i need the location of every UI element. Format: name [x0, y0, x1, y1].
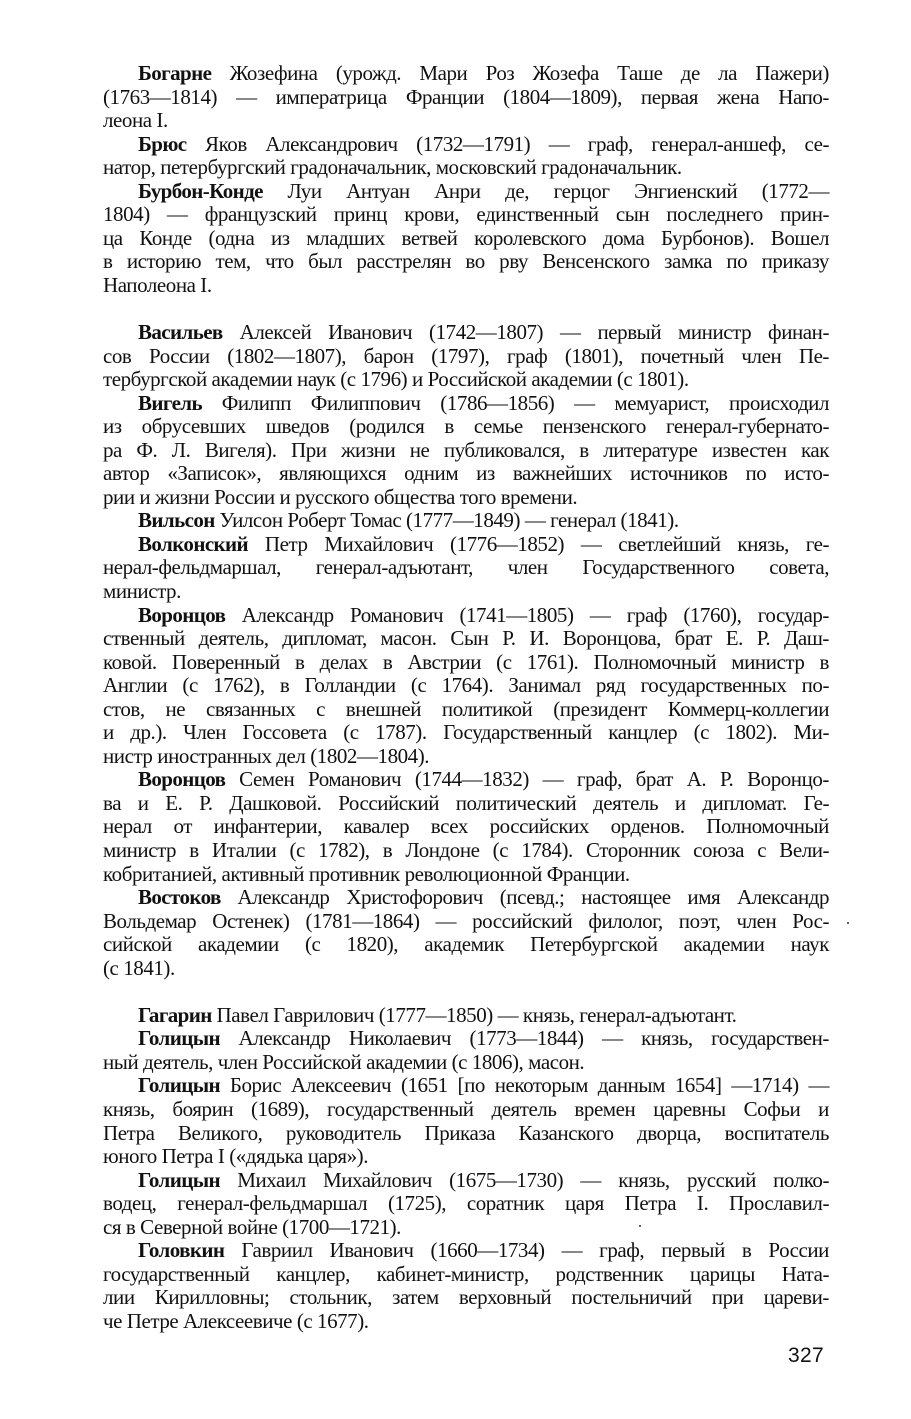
entry-line: государственный канцлер, кабинет-министр, родственник царицы Ната- [103, 1261, 830, 1286]
entry-line: натор, петербургский градоначальник, московский градоначальник. [103, 155, 682, 180]
entry-line: (1763—1814) — императрица Франции (1804—1809), первая жена Напо- [103, 84, 829, 109]
entry-line: юного Петра I («дядька царя»). [103, 1144, 369, 1169]
entry-name-heading: Востоков [138, 885, 221, 910]
scan-speck [639, 1225, 641, 1227]
entry-line [103, 321, 829, 345]
entry-line: Англии (с 1762), в Голландии (с 1764). Занимал ряд государственных по- [103, 673, 829, 698]
entry-text: Яков Александрович (1732—1791) — граф, генерал-аншеф, се- [186, 131, 829, 156]
entry-line [103, 62, 829, 86]
entry-line: лии Кирилловны; стольник, затем верховный постельничий при цареви- [103, 1285, 829, 1310]
entry-line: тербургской академии наук (с 1796) и Российской академии (с 1801). [103, 367, 689, 392]
index-entry [103, 768, 829, 886]
entry-line [103, 604, 829, 628]
entry-line [103, 886, 829, 910]
entry-line: ца Конде (одна из младших ветвей королевского дома Бурбонов). Вошел [103, 225, 830, 250]
entry-text: Александр Романович (1741—1805) — граф (1760), государ- [225, 602, 829, 627]
entry-text: Михаил Михайлович (1675—1730) — князь, русский полко- [220, 1167, 829, 1192]
entry-text: Жозефина (урожд. Мари Роз Жозефа Таше де ла Пажери) [211, 61, 829, 85]
entry-name-heading: Брюс [138, 131, 187, 156]
entry-line: министр. [103, 578, 181, 603]
entry-name-heading: Бурбон-Конде [138, 178, 263, 203]
entry-name-heading: Васильев [138, 319, 223, 344]
entry-line: стов, не связанных с внешней политикой (президент Коммерц-коллегии [103, 696, 830, 721]
index-section [103, 1004, 829, 1334]
index-entry [103, 321, 829, 392]
entry-name-heading: Волконский [138, 531, 249, 556]
index-section [103, 62, 829, 297]
entry-line: рии и жизни России и русского общества того времени. [103, 484, 578, 509]
entry-text: Борис Алексеевич (1651 [по некоторым данным 1654] —1714) — [220, 1073, 829, 1098]
index-page [103, 62, 829, 1333]
index-entry [103, 1004, 829, 1028]
entry-line: и др.). Член Госсовета (с 1787). Государственный канцлер (с 1802). Ми- [103, 720, 830, 745]
entry-line: ственный деятель, дипломат, масон. Сын Р. И. Воронцова, брат Е. Р. Даш- [103, 626, 829, 651]
entry-text: Гавриил Иванович (1660—1734) — граф, первый в России [224, 1238, 829, 1263]
entry-line: Наполеона I. [103, 272, 212, 297]
index-entry [103, 1239, 829, 1333]
entry-line [103, 1027, 829, 1051]
entry-line: ный деятель, член Российской академии (с 1806), масон. [103, 1049, 585, 1074]
entry-line [103, 768, 829, 792]
entry-line: министр в Италии (с 1782), в Лондоне (с 1784). Сторонник союза с Вели- [103, 838, 830, 862]
entry-line [103, 509, 829, 533]
entry-name-heading: Вильсон [138, 508, 215, 533]
entry-name-heading: Воронцов [138, 602, 226, 627]
entry-text: Алексей Иванович (1742—1807) — первый министр финан- [222, 319, 829, 344]
entry-name-heading: Головкин [138, 1238, 225, 1263]
entry-line: князь, боярин (1689), государственный деятель времен царевны Софьи и [103, 1096, 829, 1121]
entry-line: леона I. [103, 108, 168, 133]
entry-name-heading: Гагарин [138, 1002, 212, 1027]
entry-line [103, 1239, 829, 1263]
index-entry [103, 533, 829, 604]
entry-name-heading: Голицын [138, 1073, 221, 1098]
entry-line: водец, генерал-фельдмаршал (1725), соратник царя Петра I. Прославил- [103, 1191, 829, 1216]
entry-name-heading: Голицын [138, 1026, 221, 1051]
entry-line [103, 392, 829, 416]
entry-text: Петр Михайлович (1776—1852) — светлейший князь, ге- [248, 531, 829, 556]
entry-line [103, 533, 829, 557]
entry-line [103, 133, 829, 157]
index-entry [103, 604, 829, 769]
index-entry [103, 1027, 829, 1074]
entry-line: автор «Записок», являющихся одним из важнейших источников по исто- [103, 461, 829, 486]
index-entry [103, 509, 829, 533]
section-divider-space [103, 980, 829, 1004]
entry-line: Петра Великого, руководитель Приказа Казанского дворца, воспитатель [103, 1120, 829, 1145]
entry-line: че Петре Алексеевиче (с 1677). [103, 1308, 369, 1333]
page-number: 327 [788, 1344, 824, 1367]
entry-name-heading: Голицын [138, 1167, 221, 1192]
entry-text: Уилсон Роберт Томас (1777—1849) — генерал (1841). [214, 508, 679, 533]
index-section [103, 321, 829, 980]
entry-text: Александр Христофорович (псевд.; настоящее имя Александр [220, 885, 830, 910]
entry-line: (с 1841). [103, 955, 175, 980]
entry-line: нерал-фельдмаршал, генерал-адъютант, член Государственного совета, [103, 555, 829, 580]
index-entry [103, 392, 829, 510]
entry-line: сов России (1802—1807), барон (1797), граф (1801), почетный член Пе- [103, 343, 829, 368]
index-entry [103, 62, 829, 133]
entry-line: ва и Е. Р. Дашковой. Российский политический деятель и дипломат. Ге- [103, 790, 830, 815]
entry-text: Филипп Филиппович (1786—1856) — мемуарист, происходил [201, 390, 830, 415]
entry-line: в историю тем, что был расстрелян во рву Венсенского замка по приказу [103, 249, 829, 274]
entry-line: Вольдемар Остенек) (1781—1864) — российский филолог, поэт, член Рос- [103, 908, 829, 933]
entry-line: 1804) — французский принц крови, единственный сын последнего прин- [103, 202, 830, 227]
entry-line: ра Ф. Л. Вигеля). При жизни не публиковался, в литературе известен как [103, 437, 830, 462]
entry-line [103, 1169, 829, 1193]
index-entry [103, 180, 829, 298]
entry-line: из обрусевших шведов (родился в семье пензенского генерал-губернато- [103, 414, 830, 439]
index-entry [103, 1074, 829, 1168]
entry-text: Александр Николаевич (1773—1844) — князь, государствен- [220, 1026, 829, 1051]
entry-name-heading: Воронцов [138, 767, 226, 792]
entry-line [103, 1074, 829, 1098]
entry-name-heading: Вигель [138, 390, 202, 415]
entry-line [103, 1004, 829, 1028]
index-entry [103, 886, 829, 980]
entry-text: Семен Романович (1744—1832) — граф, брат А. Р. Воронцо- [225, 767, 829, 792]
entry-line: сийской академии (с 1820), академик Петербургской академии наук [103, 932, 829, 957]
entry-text: Павел Гаврилович (1777—1850) — князь, генерал-адъютант. [211, 1002, 737, 1027]
entry-line: ковой. Поверенный в делах в Австрии (с 1761). Полномочный министр в [103, 649, 830, 674]
entry-line [103, 180, 829, 204]
section-divider-space [103, 297, 829, 321]
index-entry [103, 133, 829, 180]
index-entry [103, 1169, 829, 1240]
entry-name-heading: Богарне [138, 61, 212, 85]
entry-text: Луи Антуан Анри де, герцог Энгиенский (1772— [262, 178, 830, 203]
scan-speck [847, 922, 849, 924]
entry-line: ся в Северной войне (1700—1721). [103, 1214, 401, 1239]
entry-line: кобританией, активный противник революционной Франции. [103, 861, 630, 886]
entry-line: нерал от инфантерии, кавалер всех российских орденов. Полномочный [103, 814, 829, 839]
entry-line: нистр иностранных дел (1802—1804). [103, 743, 430, 768]
